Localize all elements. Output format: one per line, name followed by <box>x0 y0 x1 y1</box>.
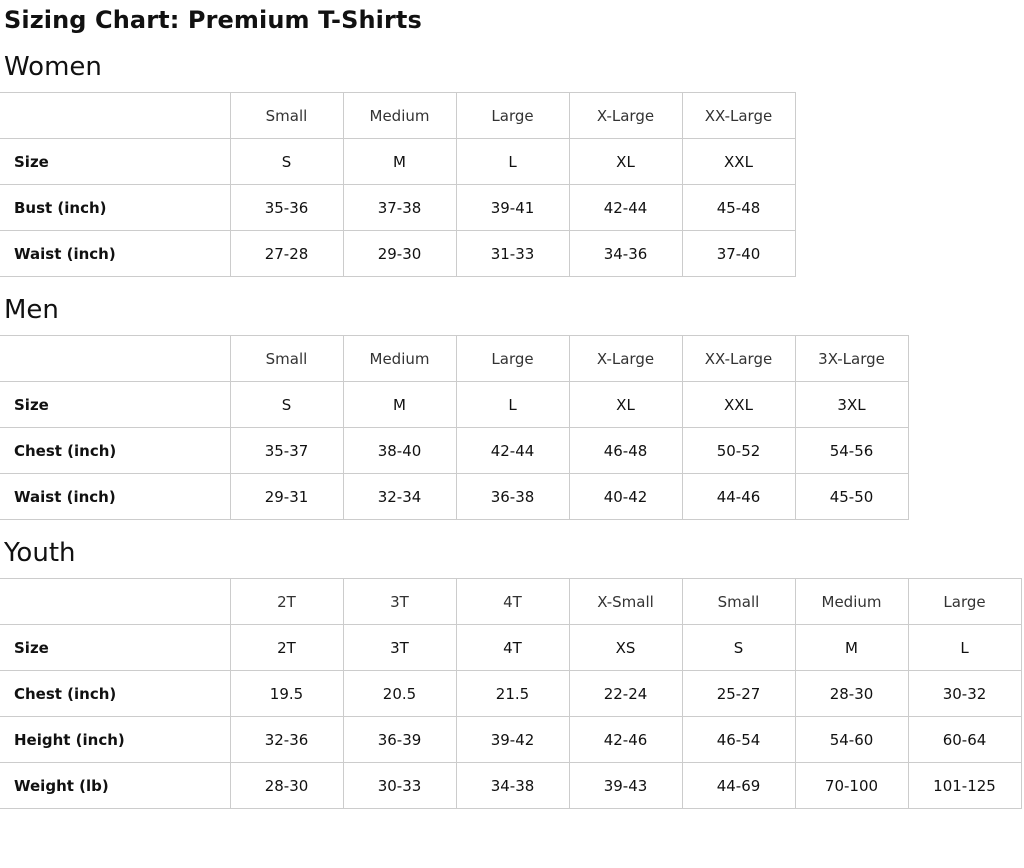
table-row <box>0 474 908 520</box>
table-cell: M <box>343 139 456 185</box>
table-row <box>0 763 1021 809</box>
table-cell: 44-46 <box>682 474 795 520</box>
table-cell: 42-46 <box>569 717 682 763</box>
table-cell: 30-33 <box>343 763 456 809</box>
row-header: Waist (inch) <box>0 474 230 520</box>
column-header: Medium <box>343 336 456 382</box>
row-header: Size <box>0 625 230 671</box>
table-corner-cell <box>0 336 230 382</box>
table-cell: 35-37 <box>230 428 343 474</box>
page-title: Sizing Chart: Premium T-Shirts <box>4 6 422 34</box>
section-youth <box>0 538 1024 809</box>
table-corner-cell <box>0 93 230 139</box>
table-cell: 36-38 <box>456 474 569 520</box>
table-header-row <box>0 336 908 382</box>
table-cell: XS <box>569 625 682 671</box>
section-heading-women: Women <box>4 52 102 82</box>
table-cell: L <box>456 139 569 185</box>
table-cell: 70-100 <box>795 763 908 809</box>
column-header: Small <box>230 93 343 139</box>
table-row <box>0 671 1021 717</box>
section-women <box>0 52 1024 277</box>
table-cell: 21.5 <box>456 671 569 717</box>
table-cell: 4T <box>456 625 569 671</box>
table-row <box>0 428 908 474</box>
table-corner-cell <box>0 579 230 625</box>
table-cell: 42-44 <box>569 185 682 231</box>
table-cell: S <box>682 625 795 671</box>
column-header: 3X-Large <box>795 336 908 382</box>
column-header: X-Large <box>569 336 682 382</box>
section-heading-men: Men <box>4 295 59 325</box>
column-header: Large <box>456 93 569 139</box>
table-cell: 46-54 <box>682 717 795 763</box>
table-cell: XL <box>569 139 682 185</box>
table-cell: 39-43 <box>569 763 682 809</box>
table-cell: 46-48 <box>569 428 682 474</box>
table-cell: 28-30 <box>230 763 343 809</box>
table-cell: 3T <box>343 625 456 671</box>
table-cell: 39-41 <box>456 185 569 231</box>
table-cell: 38-40 <box>343 428 456 474</box>
table-cell: 20.5 <box>343 671 456 717</box>
column-header: Medium <box>343 93 456 139</box>
table-cell: 54-56 <box>795 428 908 474</box>
table-cell: S <box>230 382 343 428</box>
size-table-men <box>0 335 909 520</box>
table-cell: 31-33 <box>456 231 569 277</box>
table-cell: 36-39 <box>343 717 456 763</box>
row-header: Size <box>0 382 230 428</box>
table-cell: 25-27 <box>682 671 795 717</box>
section-heading-youth: Youth <box>4 538 76 568</box>
table-cell: 37-38 <box>343 185 456 231</box>
column-header: Large <box>908 579 1021 625</box>
table-cell: 101-125 <box>908 763 1021 809</box>
column-header: 3T <box>343 579 456 625</box>
column-header: XX-Large <box>682 93 795 139</box>
column-header: Large <box>456 336 569 382</box>
row-header: Weight (lb) <box>0 763 230 809</box>
table-cell: XL <box>569 382 682 428</box>
column-header: Small <box>682 579 795 625</box>
row-header: Bust (inch) <box>0 185 230 231</box>
table-cell: 42-44 <box>456 428 569 474</box>
column-header: XX-Large <box>682 336 795 382</box>
table-header-row <box>0 93 795 139</box>
column-header: Medium <box>795 579 908 625</box>
row-header: Size <box>0 139 230 185</box>
table-cell: 27-28 <box>230 231 343 277</box>
table-cell: 30-32 <box>908 671 1021 717</box>
table-row <box>0 185 795 231</box>
table-cell: 29-30 <box>343 231 456 277</box>
table-header-row <box>0 579 1021 625</box>
column-header: X-Small <box>569 579 682 625</box>
table-cell: 44-69 <box>682 763 795 809</box>
row-header: Chest (inch) <box>0 428 230 474</box>
table-cell: 34-38 <box>456 763 569 809</box>
table-cell: 19.5 <box>230 671 343 717</box>
table-cell: 50-52 <box>682 428 795 474</box>
column-header: Small <box>230 336 343 382</box>
table-cell: 29-31 <box>230 474 343 520</box>
column-header: 4T <box>456 579 569 625</box>
row-header: Height (inch) <box>0 717 230 763</box>
table-cell: 32-36 <box>230 717 343 763</box>
table-cell: 40-42 <box>569 474 682 520</box>
sizing-chart-page <box>0 6 1024 809</box>
size-table-women <box>0 92 796 277</box>
table-row <box>0 382 908 428</box>
table-row <box>0 625 1021 671</box>
table-cell: 60-64 <box>908 717 1021 763</box>
table-cell: 37-40 <box>682 231 795 277</box>
table-cell: XXL <box>682 382 795 428</box>
table-cell: M <box>795 625 908 671</box>
table-cell: 45-50 <box>795 474 908 520</box>
table-cell: M <box>343 382 456 428</box>
table-cell: 34-36 <box>569 231 682 277</box>
table-row <box>0 139 795 185</box>
table-cell: 22-24 <box>569 671 682 717</box>
table-cell: 54-60 <box>795 717 908 763</box>
table-cell: 32-34 <box>343 474 456 520</box>
table-row <box>0 717 1021 763</box>
table-cell: 35-36 <box>230 185 343 231</box>
table-cell: 39-42 <box>456 717 569 763</box>
table-cell: L <box>908 625 1021 671</box>
row-header: Chest (inch) <box>0 671 230 717</box>
table-cell: 28-30 <box>795 671 908 717</box>
column-header: 2T <box>230 579 343 625</box>
table-cell: 2T <box>230 625 343 671</box>
column-header: X-Large <box>569 93 682 139</box>
table-cell: XXL <box>682 139 795 185</box>
table-cell: 3XL <box>795 382 908 428</box>
table-cell: S <box>230 139 343 185</box>
table-cell: L <box>456 382 569 428</box>
section-men <box>0 295 1024 520</box>
table-row <box>0 231 795 277</box>
size-table-youth <box>0 578 1022 809</box>
table-cell: 45-48 <box>682 185 795 231</box>
row-header: Waist (inch) <box>0 231 230 277</box>
